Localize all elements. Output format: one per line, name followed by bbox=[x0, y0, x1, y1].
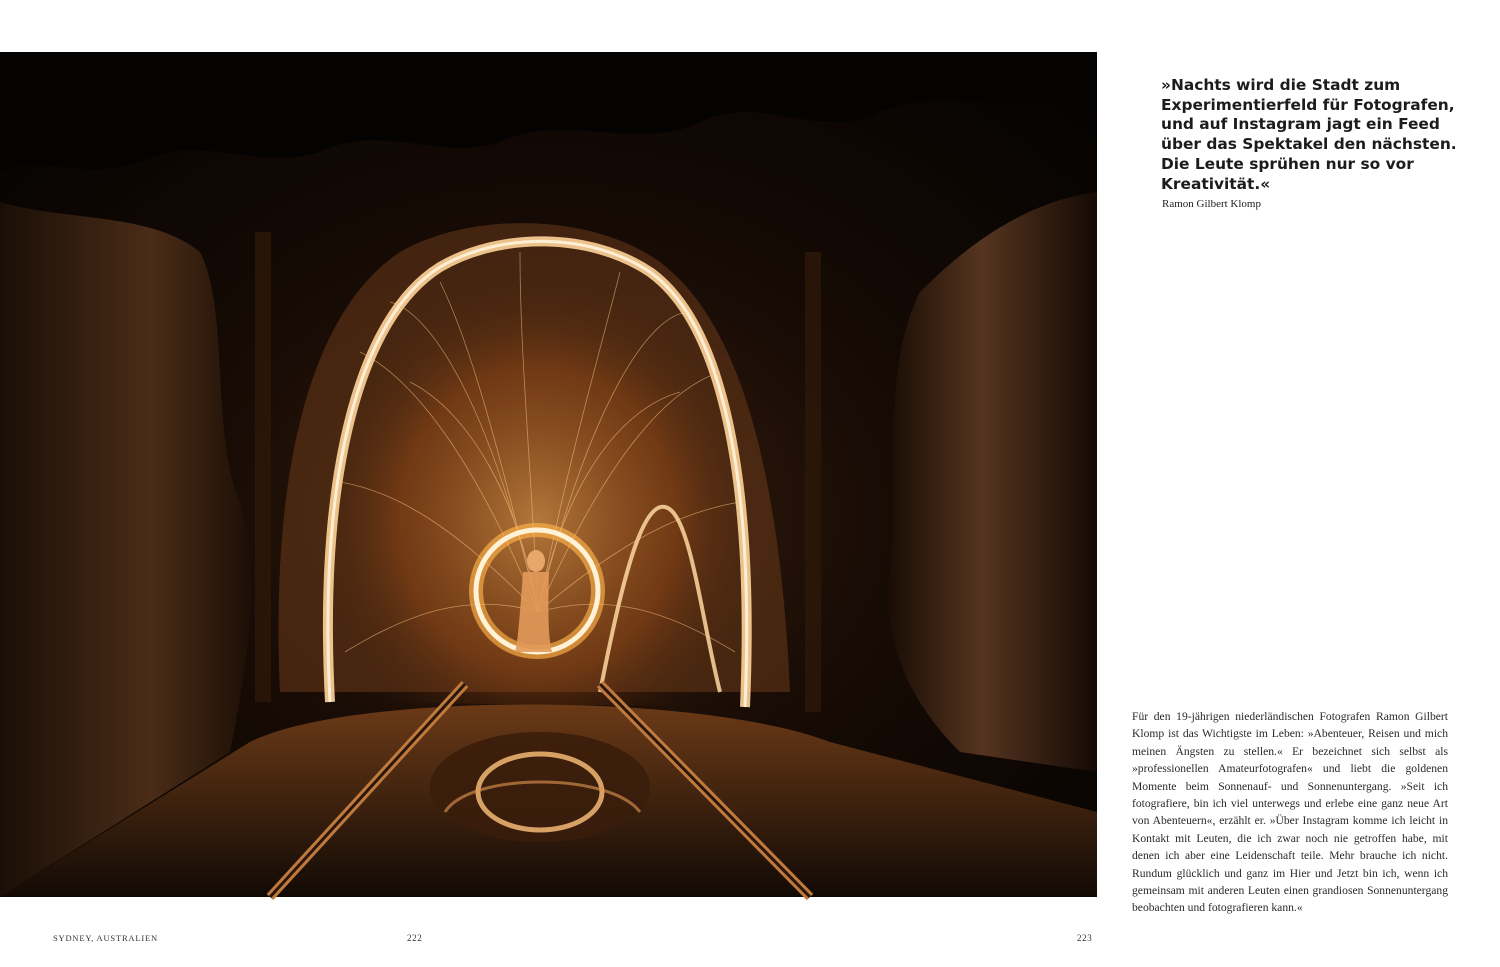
photo-caption: Die Tunnel of Helensburgh, Australien bbox=[75, 914, 305, 926]
tunnel-photo bbox=[0, 52, 1097, 926]
quote-author: Ramon Gilbert Klomp bbox=[1162, 198, 1261, 210]
page-number-right: 223 bbox=[1077, 933, 1093, 943]
body-paragraph: Für den 19-jährigen niederländischen Fotografen Ramon Gilbert Klomp ist das Wichtigste im Leben: »Abenteuer, Reisen und mich meinen Ängsten zu stellen.« Er bezeichnet sich selbst als »professionellen Amateurfotografen« und liebt die goldenen Momente beim Sonnenauf- und Sonnenuntergang. »Seit ich fotografiere, bin ich viel unterwegs und erlebe eine ganz neue Art von Abenteuern«, erzählt er. »Über Instagram komme ich leicht in Kontakt mit Leuten, die ich zwar noch nie getroffen habe, mit denen ich aber eine Leidenschaft teile. Mehr brauche ich nicht. Rundum glücklich und ganz im Hier und Jetzt bin ich, wenn ich gemeinsam mit anderen Leuten einen grandiosen Sonnenuntergang beobachten und fotografieren kann.« bbox=[1132, 710, 1448, 915]
running-footer-section: SYDNEY, AUSTRALIEN bbox=[53, 933, 158, 943]
pull-quote: »Nachts wird die Stadt zum Experimentierfeld für Fotografen, und auf Instagram jagt ein Feed über das Spektakel den nächsten. Die Leute sprühen nur so vor Kreativität.« bbox=[1161, 76, 1457, 193]
page-number-left: 222 bbox=[407, 933, 423, 943]
